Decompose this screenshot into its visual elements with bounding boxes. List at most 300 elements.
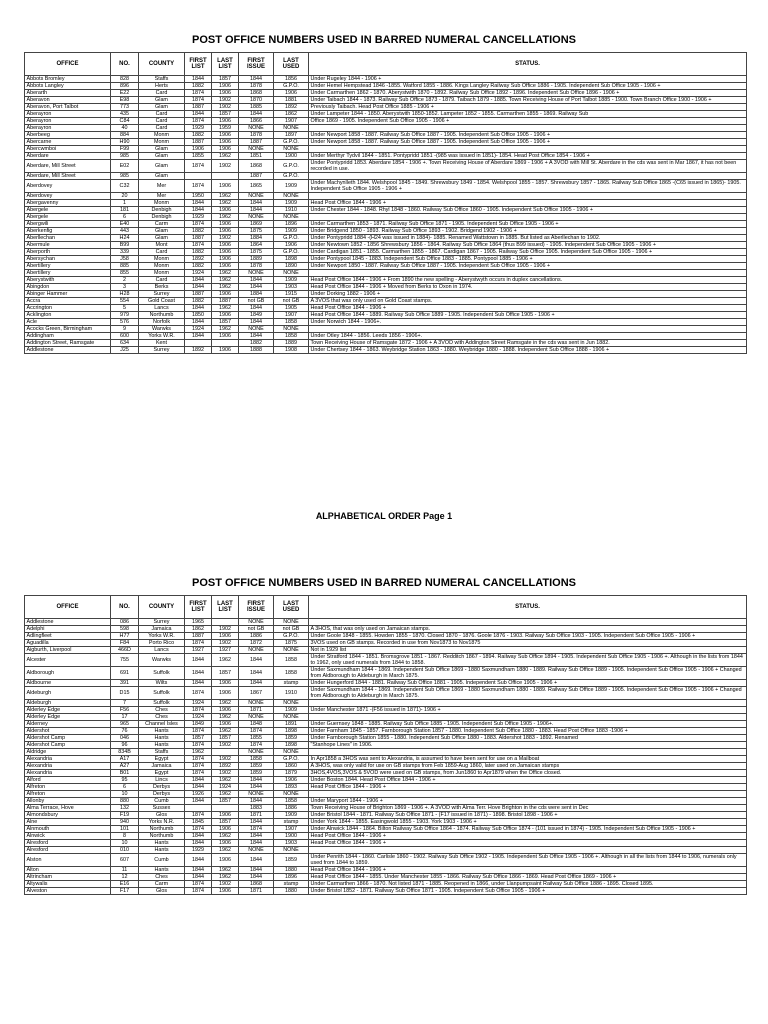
table-row	[25, 347, 747, 354]
cell-office: Aberporth	[25, 249, 111, 256]
cell-last-used: 1906	[274, 242, 309, 249]
cell-last-used: NONE	[274, 326, 309, 333]
cell-last-used: NONE	[274, 619, 309, 626]
cell-county: Lancs	[139, 305, 185, 312]
table-row	[25, 700, 747, 707]
header-office: OFFICE	[25, 596, 111, 619]
table-row	[25, 881, 747, 888]
cell-office: Accra	[25, 298, 111, 305]
table-row	[25, 153, 747, 160]
table-row	[25, 125, 747, 132]
table-row	[25, 854, 747, 867]
header-number: NO.	[111, 53, 139, 76]
cell-county: Glam	[139, 173, 185, 180]
cell-first-list: 1882	[185, 263, 212, 270]
cell-last-list: 1892	[212, 763, 239, 770]
cell-first-issue: 1868	[239, 160, 274, 173]
cell-last-list: 1962	[212, 847, 239, 854]
cell-office: Abercwmboi	[25, 146, 111, 153]
cell-status: Under Hemel Hempstead 1846 -1855. Watford 1855 - 1886. Kings Langley Railway Sub Office 1886 - 1905. Independent Sub Office 1905 - 1906 +	[309, 83, 747, 90]
cell-number: 691	[111, 667, 139, 680]
cell-first-list: 1844	[185, 111, 212, 118]
cell-last-used: stamp	[274, 680, 309, 687]
cell-last-list: 1902	[212, 640, 239, 647]
cell-number: E16	[111, 881, 139, 888]
cell-last-list: 1906	[212, 840, 239, 847]
cell-first-list: 1844	[185, 284, 212, 291]
cell-first-list: 1874	[185, 756, 212, 763]
cell-county: Yorks W.R.	[139, 633, 185, 640]
cell-first-list: 1844	[185, 840, 212, 847]
cell-status: Under Hungerford 1844 - 1881. Railway Sub Office 1881 - 1905. Independent Sub Office 1905 - 1906 +	[309, 680, 747, 687]
cell-number: 6	[111, 784, 139, 791]
cell-last-list: 1857	[212, 667, 239, 680]
cell-number: 9	[111, 326, 139, 333]
cell-first-list: 1882	[185, 228, 212, 235]
cell-first-list: 1874	[185, 687, 212, 700]
cell-last-list: 1906	[212, 826, 239, 833]
cell-first-list: 1857	[185, 735, 212, 742]
cell-office: Accrington	[25, 305, 111, 312]
cell-office: Aldershot Camp	[25, 735, 111, 742]
cell-last-list: 1962	[212, 728, 239, 735]
cell-first-issue: NONE	[239, 847, 274, 854]
cell-status: Under Norwich 1844 - 1906+.	[309, 319, 747, 326]
cell-last-list: 1902	[212, 770, 239, 777]
cell-last-list: 1959	[212, 125, 239, 132]
cell-first-list: 1892	[185, 347, 212, 354]
cell-county: Hants	[139, 735, 185, 742]
cell-county: Cumb	[139, 798, 185, 805]
cell-number: 12	[111, 874, 139, 881]
table-row	[25, 888, 747, 895]
cell-county: Staffs	[139, 76, 185, 83]
cell-first-list: 1850	[185, 312, 212, 319]
cell-first-issue: NONE	[239, 749, 274, 756]
cell-first-list: 1927	[185, 647, 212, 654]
cell-first-list: 1929	[185, 214, 212, 221]
cell-county: Glam	[139, 97, 185, 104]
cell-last-list: 1906	[212, 721, 239, 728]
cell-first-issue: 1844	[239, 284, 274, 291]
cell-last-used: 1858	[274, 333, 309, 340]
cell-county: Yorks N.R.	[139, 819, 185, 826]
table-row	[25, 714, 747, 721]
header-first-list: FIRST LIST	[185, 596, 212, 619]
table-row	[25, 263, 747, 270]
cell-county: Jamaica	[139, 763, 185, 770]
cell-last-list: 1857	[212, 319, 239, 326]
table-row	[25, 312, 747, 319]
cell-status	[309, 700, 747, 707]
cell-first-list: 1862	[185, 626, 212, 633]
table-row	[25, 326, 747, 333]
cell-last-used: 1856	[274, 76, 309, 83]
cell-county: Channel Isles	[139, 721, 185, 728]
cell-number: 5	[111, 305, 139, 312]
cell-first-list: 1844	[185, 833, 212, 840]
cell-number: 046	[111, 735, 139, 742]
cell-county: Glos	[139, 812, 185, 819]
cell-status	[309, 714, 747, 721]
cell-first-issue: 1844	[239, 333, 274, 340]
cell-first-issue: not GB	[239, 626, 274, 633]
cell-status: Under Carmarthen 1853 - 1871. Railway Sub Office 1871 - 1905. Independent Sub Office 1905 - 1906 +	[309, 221, 747, 228]
cell-status: Under Bridgend 1850 - 1893. Railway Sub Office 1893 - 1902. Bridgend 1902 - 1906 +	[309, 228, 747, 235]
cell-office: Aberavon	[25, 97, 111, 104]
cell-last-used: NONE	[274, 749, 309, 756]
table-row	[25, 791, 747, 798]
cell-status: Under Saxmundham 1844 - 1869. Independent Sub Office 1869 - 1880 Saxmundham 1880 - 1889. Railway Sub Office 1889 - 1905. Independent Sub Office 1905 - 1906 + Changed from Aldborough to Aldeburgh in March 1875.	[309, 687, 747, 700]
cell-last-list: 1906	[212, 812, 239, 819]
cell-status: A 3HOS, that was only used on Jamaican stamps.	[309, 626, 747, 633]
cell-status: Head Post Office 1844 - 1906 + Moved from Berks to Oxon in 1974.	[309, 284, 747, 291]
cell-first-list: 1874	[185, 881, 212, 888]
cell-status: Under Chester 1844 - 1848. Rhyl 1848 - 1860. Railway Sub Office 1860 - 1905. Independent Sub Office 1905 - 1906 +	[309, 207, 747, 214]
cell-last-used: 1909	[274, 228, 309, 235]
cell-county: Egypt	[139, 770, 185, 777]
table-row	[25, 749, 747, 756]
cell-last-used: 1909	[274, 200, 309, 207]
cell-first-list: 1849	[185, 721, 212, 728]
table-row	[25, 104, 747, 111]
cell-first-issue: NONE	[239, 326, 274, 333]
cell-last-list	[212, 340, 239, 347]
cell-status: Under Newport 1858 - 1887. Railway Sub Office 1887 - 1905. Independent Sub Office 1905 - 1906 +	[309, 139, 747, 146]
table-row	[25, 270, 747, 277]
cell-office: Aldershot	[25, 728, 111, 735]
cell-last-list: 1906	[212, 680, 239, 687]
cell-status: Under Chertsey 1844 - 1863. Weybridge Station 1863 - 1880. Weybridge 1880 - 1888. Independent Sub Office 1888 - 1906 +	[309, 347, 747, 354]
cell-first-issue: 1867	[239, 687, 274, 700]
cell-status: Under Newport 1850 - 1887. Railway Sub Office 1887 - 1905. Independent Sub Office 1905 - 1906 +	[309, 263, 747, 270]
cell-county: Derbys	[139, 791, 185, 798]
cell-status: In Apr1858 a 3HOS was sent to Alexandria, is assumed to have been sent for use on a Mailboat	[309, 756, 747, 763]
cell-last-list: 1906	[212, 256, 239, 263]
cell-last-used: not GB	[274, 626, 309, 633]
cell-last-used: 1898	[274, 728, 309, 735]
cell-last-used: 1907	[274, 118, 309, 125]
cell-first-issue: 1887	[239, 139, 274, 146]
cell-first-list: 1844	[185, 654, 212, 667]
cell-office: Acocks Green, Birmingham	[25, 326, 111, 333]
cell-last-used: NONE	[274, 700, 309, 707]
table-row	[25, 640, 747, 647]
table-row	[25, 770, 747, 777]
table-row	[25, 180, 747, 193]
cell-last-used: 1906	[274, 90, 309, 97]
cell-number: C84	[111, 118, 139, 125]
cell-number: E22	[111, 90, 139, 97]
cell-county: Card	[139, 125, 185, 132]
cell-office: Addlestone	[25, 347, 111, 354]
cell-office: Aberbeeg	[25, 132, 111, 139]
table-row	[25, 826, 747, 833]
cell-last-used: stamp	[274, 819, 309, 826]
cell-last-list: 1906	[212, 888, 239, 895]
cell-last-used: 1909	[274, 277, 309, 284]
cell-office: Abertillery	[25, 263, 111, 270]
cell-number: 6	[111, 214, 139, 221]
cell-number: E98	[111, 97, 139, 104]
cell-office: Aberystwith	[25, 277, 111, 284]
cell-office: Abercarne	[25, 139, 111, 146]
cell-number: 2	[111, 277, 139, 284]
cell-first-list: 1874	[185, 728, 212, 735]
cell-first-list	[185, 340, 212, 347]
cell-office: Alston	[25, 854, 111, 867]
cell-office: Almondsbury	[25, 812, 111, 819]
cell-number: 634	[111, 340, 139, 347]
cell-status: Head Post Office 1844 - 1889. Railway Sub Office 1889 - 1905. Independent Sub Office 1905 - 1906 +	[309, 312, 747, 319]
cell-status: Under Machynlleth 1844. Welshpool 1845 - 1849. Shrewsbury 1849 - 1854. Welshpool 1855 - 1857. Shrewsbury 1857 - 1865. Railway Sub Office 1865 -(C65 issued in 1865)- 1905. Independent Sub Office 1905 - 1906 +	[309, 180, 747, 193]
cell-last-list: 1906	[212, 180, 239, 193]
cell-county: Yorks W.R.	[139, 333, 185, 340]
header-row	[25, 53, 747, 76]
cell-last-used: G.P.O.	[274, 235, 309, 242]
cell-last-list: 1902	[212, 97, 239, 104]
cell-first-list: 1844	[185, 784, 212, 791]
cell-county: Glam	[139, 153, 185, 160]
cell-status	[309, 146, 747, 153]
cell-first-list: 1887	[185, 291, 212, 298]
cell-first-issue: 1848	[239, 721, 274, 728]
table-row	[25, 805, 747, 812]
cell-status: Under Newtown 1852 - 1856 Shrewsbury 1856 - 1864. Railway Sub Office 1864 (thus B99 issued) - 1905. Independent Sub Office 1905 - 1906 +	[309, 242, 747, 249]
cell-last-list	[212, 173, 239, 180]
cell-county: Monm	[139, 270, 185, 277]
cell-first-list: 1874	[185, 242, 212, 249]
cell-number: 391	[111, 680, 139, 687]
cell-status: Under Bristol 1852 - 1871. Railway Sub Office 1871 - 1905. Independent Sub Office 1905 - 1906 +	[309, 888, 747, 895]
cell-county: Denbigh	[139, 214, 185, 221]
cell-first-list: 1906	[185, 146, 212, 153]
table-row	[25, 812, 747, 819]
cell-status: Head Post Office 1844 - 1906 +	[309, 840, 747, 847]
table-row	[25, 207, 747, 214]
cell-status: Under Rugeley 1844 - 1906 +	[309, 76, 747, 83]
cell-first-list: 1924	[185, 700, 212, 707]
cell-last-list: 1857	[212, 735, 239, 742]
table-row	[25, 284, 747, 291]
cell-office: Aberdovey	[25, 180, 111, 193]
cell-first-issue: NONE	[239, 193, 274, 200]
cell-status: Head Post Office 1844 - 1906 +	[309, 305, 747, 312]
cell-first-issue: 1874	[239, 826, 274, 833]
cell-first-list: 1874	[185, 90, 212, 97]
cell-first-issue: 1874	[239, 742, 274, 749]
header-number: NO.	[111, 596, 139, 619]
cell-first-list: 1844	[185, 207, 212, 214]
cell-first-list: 1887	[185, 235, 212, 242]
cell-office: Alderley Edge	[25, 707, 111, 714]
cell-number: 755	[111, 654, 139, 667]
cell-number: 607	[111, 854, 139, 867]
cell-first-issue: NONE	[239, 700, 274, 707]
cell-last-used: 1906	[274, 777, 309, 784]
table-row	[25, 626, 747, 633]
cell-first-list: 1874	[185, 640, 212, 647]
cell-first-list: 1844	[185, 798, 212, 805]
cell-office: Alexandria	[25, 756, 111, 763]
cell-county: Glos	[139, 888, 185, 895]
cell-county: Glam	[139, 235, 185, 242]
cell-first-list: 1924	[185, 714, 212, 721]
cell-last-list: 1906	[212, 249, 239, 256]
cell-office: Alfreton	[25, 784, 111, 791]
cell-last-list: 1962	[212, 193, 239, 200]
cell-first-issue: 1875	[239, 228, 274, 235]
cell-first-list: 1844	[185, 319, 212, 326]
cell-last-used: 1898	[274, 742, 309, 749]
cell-county: Lancs	[139, 647, 185, 654]
cell-last-list: 1962	[212, 305, 239, 312]
cell-first-issue: 1855	[239, 735, 274, 742]
cell-last-list: 1906	[212, 347, 239, 354]
cell-status: 3HOS,4VOS,3VOS & 5VOD were used on GB stamps, from Jun1860 to Apr1879 when the Office closed.	[309, 770, 747, 777]
cell-first-issue: NONE	[239, 647, 274, 654]
cell-office: Aberdare	[25, 153, 111, 160]
cell-first-issue: NONE	[239, 146, 274, 153]
cell-county: Glam	[139, 104, 185, 111]
header-first-issue: FIRST ISSUE	[239, 53, 274, 76]
cell-number: 8	[111, 833, 139, 840]
cell-first-issue: 1844	[239, 277, 274, 284]
cell-office: Alnmouth	[25, 826, 111, 833]
cell-number: 884	[111, 132, 139, 139]
cell-office: Aberllechan	[25, 235, 111, 242]
cell-number: 985	[111, 153, 139, 160]
cell-last-used: 1909	[274, 180, 309, 193]
cell-status: Office 1869 - 1905. Independent Sub Office 1905 - 1906 +	[309, 118, 747, 125]
cell-first-list: 1844	[185, 305, 212, 312]
cell-office: Alnwick	[25, 833, 111, 840]
cell-status: Under Carmarthen 1862 - 1870. Aberystwith 1870 - 1892. Railway Sub Office 1892 - 1896. Independent Sub Office 1896 - 1906 +	[309, 90, 747, 97]
cell-county: Lincs	[139, 777, 185, 784]
table-row	[25, 83, 747, 90]
cell-last-list: 1906	[212, 228, 239, 235]
table-row	[25, 819, 747, 826]
cell-county: Warwks	[139, 654, 185, 667]
cell-number: 896	[111, 83, 139, 90]
cell-number: A17	[111, 756, 139, 763]
cell-last-used: NONE	[274, 791, 309, 798]
cell-first-issue: 1849	[239, 312, 274, 319]
cell-county: Monm	[139, 200, 185, 207]
cell-first-list: 1950	[185, 193, 212, 200]
cell-last-list: 1906	[212, 312, 239, 319]
table-row	[25, 687, 747, 700]
cell-number: B99	[111, 242, 139, 249]
table-row	[25, 619, 747, 626]
cell-number: 985	[111, 173, 139, 180]
table-row	[25, 798, 747, 805]
cell-county: Carm	[139, 221, 185, 228]
cell-county: Denbigh	[139, 207, 185, 214]
cell-number: D15	[111, 687, 139, 700]
cell-last-used: stamp	[274, 881, 309, 888]
cell-last-used: G.P.O.	[274, 160, 309, 173]
cell-first-issue: 1875	[239, 249, 274, 256]
cell-number: B01	[111, 770, 139, 777]
cell-county: Suffolk	[139, 687, 185, 700]
table-row	[25, 228, 747, 235]
cell-county: Derbys	[139, 784, 185, 791]
cell-first-issue: 1851	[239, 153, 274, 160]
cell-last-list: 1857	[212, 76, 239, 83]
cell-number: 010	[111, 847, 139, 854]
cell-office: Alresford	[25, 840, 111, 847]
cell-last-list: 1857	[212, 819, 239, 826]
cell-number: 7	[111, 700, 139, 707]
cell-first-list: 1887	[185, 139, 212, 146]
cell-first-list: 1926	[185, 791, 212, 798]
cell-county: Herts	[139, 83, 185, 90]
cell-last-list: 1924	[212, 784, 239, 791]
cell-office: Abergele	[25, 207, 111, 214]
cell-first-issue: 1844	[239, 777, 274, 784]
cell-status: Under Penrith 1844 - 1860. Carlisle 1860 - 1902. Railway Sub Office 1902 - 1905. Independent Sub Office 1905 - 1906 +. Although in all the lists from 1844 to 1906, numerals only used from 1844 to 1859.	[309, 854, 747, 867]
cell-first-issue: 1844	[239, 680, 274, 687]
cell-office: Alford	[25, 777, 111, 784]
cell-first-list: 1874	[185, 812, 212, 819]
cell-last-used: 1890	[274, 263, 309, 270]
cell-status: Head Post Office 1844 - 1906 +	[309, 200, 747, 207]
cell-county: Mont	[139, 242, 185, 249]
cell-office: Alne	[25, 819, 111, 826]
cell-office: Aberayron	[25, 125, 111, 132]
cell-status: Under Farnborough Station 1855 - 1880. Independent Sub Office 1880 - 1883. Aldershot 1883 - 1892. Renamed	[309, 735, 747, 742]
cell-last-used: 1859	[274, 735, 309, 742]
table-row	[25, 249, 747, 256]
table-row	[25, 193, 747, 200]
cell-first-list: 1874	[185, 180, 212, 193]
table-row	[25, 242, 747, 249]
cell-office: Alresford	[25, 847, 111, 854]
table-row	[25, 298, 747, 305]
cell-status: A 3VOS that was only used on Gold Coast stamps.	[309, 298, 747, 305]
cell-first-list: 1965	[185, 619, 212, 626]
cell-number: 773	[111, 104, 139, 111]
cell-first-list: 1844	[185, 76, 212, 83]
cell-number: 086	[111, 619, 139, 626]
cell-first-issue: 1844	[239, 654, 274, 667]
cell-office: Aberarth	[25, 90, 111, 97]
cell-number: 880	[111, 798, 139, 805]
cell-county: Northumb	[139, 833, 185, 840]
cell-first-list: 1874	[185, 826, 212, 833]
cell-last-used: 1905	[274, 305, 309, 312]
cell-county: Kent	[139, 340, 185, 347]
cell-last-used: G.P.O.	[274, 139, 309, 146]
cell-office: Aldbourne	[25, 680, 111, 687]
cell-first-issue: 1869	[239, 221, 274, 228]
cell-last-list: 1906	[212, 333, 239, 340]
cell-office: Abergele	[25, 214, 111, 221]
cell-last-used: 1880	[274, 867, 309, 874]
cell-first-list: 1924	[185, 326, 212, 333]
cell-first-issue: NONE	[239, 791, 274, 798]
cell-first-list: 1882	[185, 298, 212, 305]
cell-number: 435	[111, 111, 139, 118]
table-row	[25, 200, 747, 207]
cell-last-list: 1962	[212, 714, 239, 721]
cell-last-list: 1902	[212, 235, 239, 242]
cell-first-issue: 1859	[239, 763, 274, 770]
cell-first-list: 1855	[185, 153, 212, 160]
table-row	[25, 340, 747, 347]
cell-first-issue: 1865	[239, 180, 274, 193]
